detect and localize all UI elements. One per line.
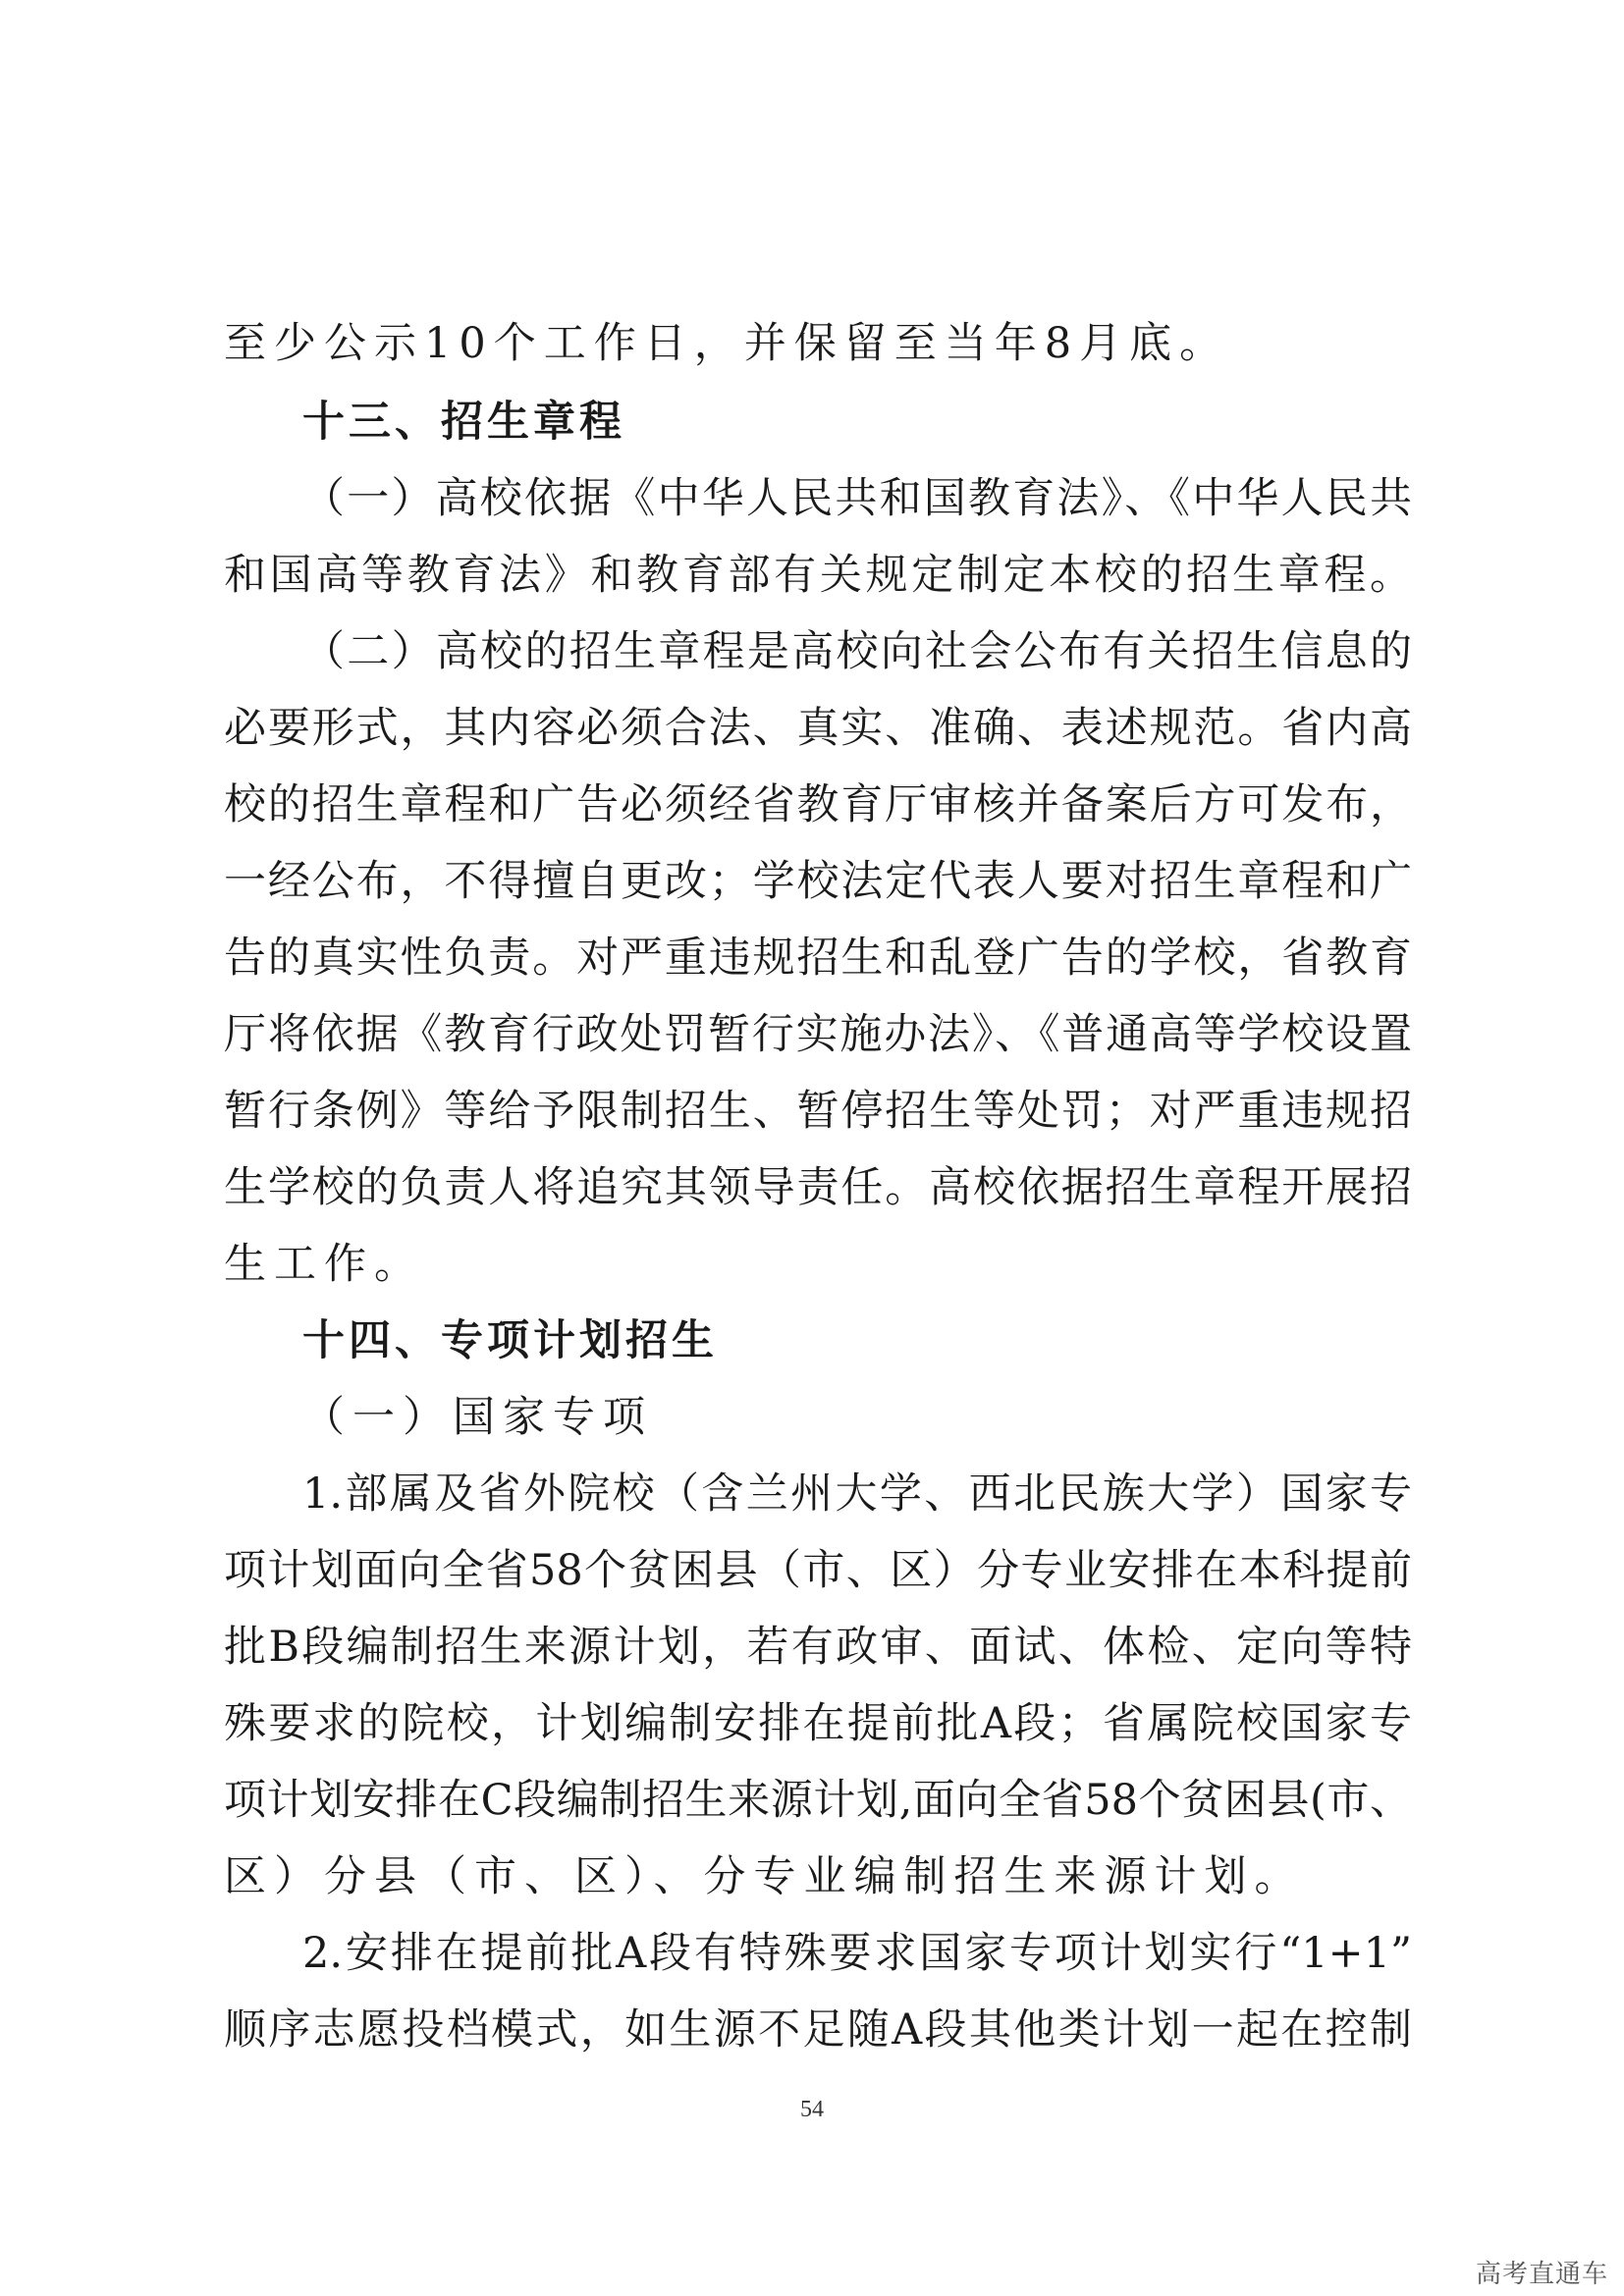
text-line: 区）分县（市、区）、分专业编制招生来源计划。 xyxy=(224,1852,1305,1901)
page-number: 54 xyxy=(800,2097,824,2122)
text-line: 批B段编制招生来源计划，若有政审、面试、体检、定向等特 xyxy=(224,1623,1412,1672)
text-line: 一经公布，不得擅自更改；学校法定代表人要对招生章程和广 xyxy=(224,857,1412,906)
section-heading: 十三、招生章程 xyxy=(302,398,625,447)
section-heading: 十四、专项计划招生 xyxy=(302,1316,718,1365)
text-line: 至少公示10个工作日，并保留至当年8月底。 xyxy=(224,319,1230,368)
text-line: （一）高校依据《中华人民共和国教育法》、《中华人民共 xyxy=(302,474,1412,523)
subsection-heading: （一）国家专项 xyxy=(302,1393,653,1442)
text-line: 暂行条例》等给予限制招生、暂停招生等处罚；对严重违规招 xyxy=(224,1087,1412,1136)
text-line: （二）高校的招生章程是高校向社会公布有关招生信息的 xyxy=(302,627,1412,676)
watermark-text: 高考直通车 xyxy=(1475,2260,1608,2289)
text-line: 和国高等教育法》和教育部有关规定制定本校的招生章程。 xyxy=(224,551,1412,600)
text-line: 告的真实性负责。对严重违规招生和乱登广告的学校，省教育 xyxy=(224,934,1412,983)
text-line: 顺序志愿投档模式，如生源不足随A段其他类计划一起在控制 xyxy=(224,2005,1412,2055)
text-line: 生学校的负责人将追究其领导责任。高校依据招生章程开展招 xyxy=(224,1163,1412,1212)
text-line: 必要形式，其内容必须合法、真实、准确、表述规范。省内高 xyxy=(224,704,1412,753)
text-line: 2.安排在提前批A段有特殊要求国家专项计划实行“1+1” xyxy=(302,1929,1412,1978)
text-line: 校的招生章程和广告必须经省教育厅审核并备案后方可发布， xyxy=(224,780,1412,829)
text-line: 项计划面向全省58个贫困县（市、区）分专业安排在本科提前 xyxy=(224,1546,1412,1595)
text-line: 殊要求的院校，计划编制安排在提前批A段；省属院校国家专 xyxy=(224,1699,1412,1748)
text-line: 厅将依据《教育行政处罚暂行实施办法》、《普通高等学校设置 xyxy=(224,1010,1412,1059)
text-line: 项计划安排在C段编制招生来源计划,面向全省58个贫困县(市、 xyxy=(224,1776,1412,1825)
text-line: 生工作。 xyxy=(224,1240,424,1289)
text-line: 1.部属及省外院校（含兰州大学、西北民族大学）国家专 xyxy=(302,1469,1412,1519)
